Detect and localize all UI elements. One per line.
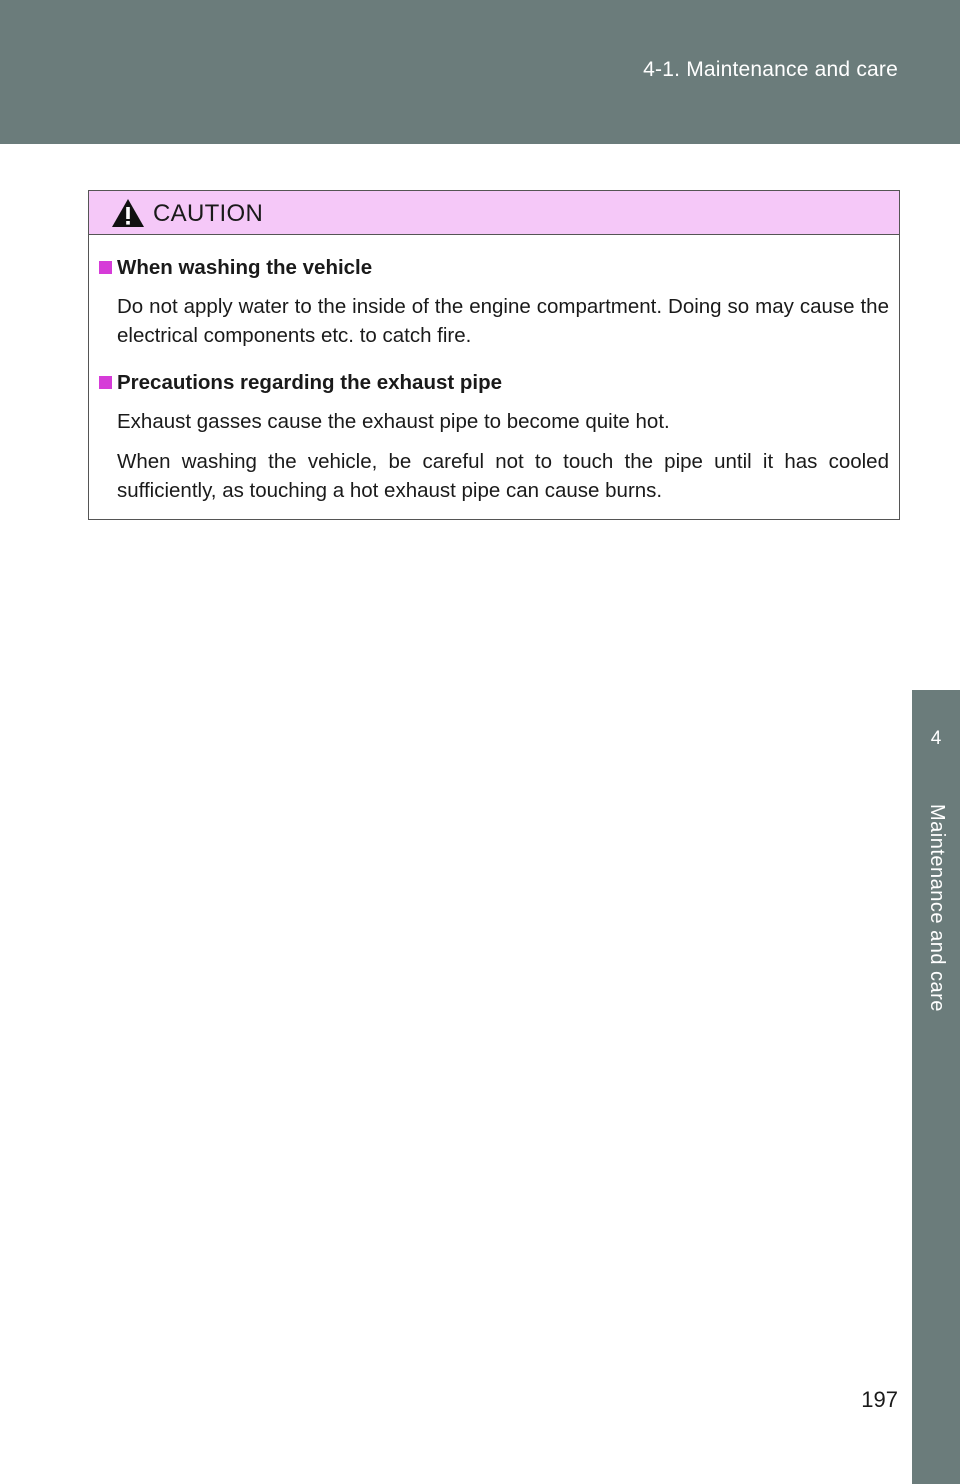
warning-triangle-icon (111, 198, 145, 228)
chapter-tab (912, 690, 960, 794)
section-heading (99, 255, 889, 281)
chapter-number: 4 (930, 728, 942, 749)
paragraph: Do not apply water to the inside of the engine compartment. Doing so may cause the electrical components etc. to catch fire. (117, 295, 889, 347)
caution-section-washing (99, 255, 889, 350)
paragraph: When washing the vehicle, be careful not to touch the pipe until it has cooled sufficiently, as touching a hot exhaust pipe can cause burns. (117, 450, 889, 502)
paragraph: Exhaust gasses cause the exhaust pipe to become quite hot. (117, 410, 670, 433)
section-heading (99, 370, 889, 396)
caution-box (88, 190, 900, 520)
square-bullet-icon (99, 261, 112, 274)
section-title: 4-1. Maintenance and care (643, 58, 898, 81)
section-heading-text: Precautions regarding the exhaust pipe (117, 371, 503, 394)
page-header (0, 0, 960, 144)
caution-header (89, 191, 899, 235)
chapter-label: Maintenance and care (926, 804, 948, 1012)
square-bullet-icon (99, 376, 112, 389)
caution-section-exhaust (99, 370, 889, 505)
caution-title: CAUTION (153, 200, 264, 227)
page-number: 197 (861, 1387, 898, 1412)
section-heading-text: When washing the vehicle (117, 256, 373, 279)
